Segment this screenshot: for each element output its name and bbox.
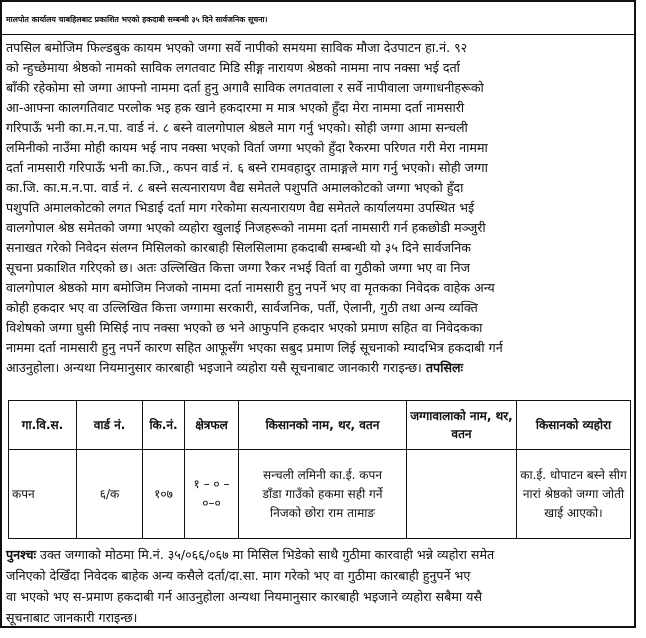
postscript-line: वा भएको भए स-प्रमाण हकदाबी गर्न आउनुहोला अन्यथा नियमानुसार कारबाही भइजाने व्यहोरा सबैमा यसै bbox=[6, 589, 482, 604]
body-line: को न्हुच्छेमाया श्रेष्ठको नामको साविक लगतवाट मिडि सीङ्ग नारायण श्रेष्ठको नाममा नाप नक्सा भई दर्ता bbox=[6, 60, 460, 75]
body-line: वालगोपाल श्रेष्ठको माग बमोजिम निजको नाममा दर्ता नामसारी हुनु नपर्ने भए वा मृतकका निवेदक वाहेक अन्य bbox=[6, 280, 495, 295]
header-gavisa: गा.वि.स. bbox=[9, 401, 77, 450]
cell-byahora bbox=[517, 450, 631, 539]
tapsil-label: तपसिलः bbox=[425, 360, 464, 375]
title-divider bbox=[2, 34, 634, 35]
body-line-last bbox=[6, 358, 463, 378]
area-line: १ – ० – bbox=[193, 477, 230, 491]
header-kisan: किसानको नाम, थर, वतन bbox=[239, 401, 407, 450]
notice-title: मालपोत कार्यालय चाबहिलबाट प्रकाशित भएको हकदाबी सम्बन्धी ३५ दिने सार्वजनिक सूचना। bbox=[6, 15, 268, 24]
header-jaggawala: जग्गावालाको नाम, थर, वतन bbox=[407, 401, 517, 450]
kisan-line: डाँडा गाउँको हकमा सही गर्ने bbox=[262, 486, 383, 501]
body-line: लमिनीको नाउँमा मोही कायम भई नाप नक्सा भएको विर्ता जग्गा भएको हुँदा रैकरमा परिणत गरी मेरा नाममा bbox=[6, 140, 488, 155]
byahora-line: खाई आएको। bbox=[544, 505, 603, 520]
cell-kisan bbox=[239, 450, 407, 539]
postscript-line-first bbox=[6, 545, 494, 565]
cell-area bbox=[185, 450, 239, 539]
postscript-label: पुनश्चः bbox=[6, 547, 37, 562]
body-line: बाँकी रहेकोमा सो जग्गा आफ्नो नाममा दर्ता हुनु अगावै साविक लगतवाला र सर्वे नापीवाला जग्गाधनीहरूको bbox=[6, 80, 484, 95]
body-line: सूचना प्रकाशित गरिएको छ। अतः उल्लिखित कित्ता जग्गा रैकर नभई विर्ता वा गुठीको जग्गा भए वा निज bbox=[6, 260, 471, 275]
notice-body bbox=[6, 38, 634, 388]
header-area: क्षेत्रफल bbox=[185, 401, 239, 450]
body-line: गरिपाऊँ भनी का.म.न.पा. वार्ड नं. ८ बस्ने वालगोपाल श्रेष्ठले माग गर्नु भएको। सोही जग्गा आमा सन्चली bbox=[6, 120, 468, 135]
postscript-line: सूचनाबाट जानकारी गराइन्छ। bbox=[6, 610, 138, 625]
area-line: ०–० bbox=[202, 496, 221, 510]
postscript-line: जनिएको देखिँदा निवेदक बाहेक अन्य कसैले दर्ता/दा.सा. माग गरेको भए वा गुठीमा कारबाही हुनुपर्ने भए bbox=[6, 568, 471, 583]
cell-kitta: १०७ bbox=[143, 450, 185, 539]
body-line: पशुपति अमालकोटको लगत भिडाई दर्ता माग गरेकोमा सत्यनारायण वैद्य समेतले कार्यालयमा उपस्थित भई bbox=[6, 200, 475, 215]
kisan-line: निजको छोरा राम तामाङ bbox=[269, 505, 376, 520]
byahora-line: का.ई. धोपाटन बस्ने सीग bbox=[520, 467, 627, 482]
cell-jaggawala bbox=[407, 450, 517, 539]
body-line: विशेषको जग्गा घुसी मिसिई नाप नक्सा भएको छ भने आफुपनि हकदार भएको प्रमाण सहित वा निवेदकका bbox=[6, 320, 483, 335]
header-byahora: किसानको व्यहोरा bbox=[517, 401, 631, 450]
postscript bbox=[6, 545, 634, 629]
body-line: कोही हकदार भए वा उल्लिखित कित्ता जग्गामा सरकारी, सार्वजनिक, पर्ती, ऐलानी, गुठी तथा अन्य व्यक्ति bbox=[6, 300, 478, 315]
table-row bbox=[9, 450, 631, 539]
header-ward: वार्ड नं. bbox=[77, 401, 143, 450]
kisan-line: सन्चली लमिनी का.ई. कपन bbox=[263, 467, 382, 482]
postscript-line: उक्त जग्गाको मोठमा मि.नं. ३५/०६६/०६७ मा मिसिल भिडेको साथै गुठीमा कारवाही भन्ने व्यहोरा समेत bbox=[36, 547, 495, 562]
body-line: नाममा दर्ता नामसारी हुनु नपर्ने कारण सहित आफूसँग भएका सबुद प्रमाण लिई सूचनाको म्यादभित्र हकदाबी गर्न bbox=[6, 340, 503, 355]
body-line: का.जि. का.म.न.पा. वार्ड नं. ८ बस्ने सत्यनारायण वैद्य समेतले पशुपति अमालकोटको जग्गा भएको हुँदा bbox=[6, 180, 464, 195]
byahora-line: नारां श्रेष्ठको जग्गा जोती bbox=[522, 486, 625, 501]
body-line: तपसिल बमोजिम फिल्डबुक कायम भएको जग्गा सर्वे नापीको समयमा साविक मौजा देउपाटन हा.नं. ९२ bbox=[6, 40, 468, 55]
land-details-table bbox=[8, 400, 631, 539]
table-header-row bbox=[9, 401, 631, 450]
header-kitta: कि.नं. bbox=[143, 401, 185, 450]
body-line: सनाखत गरेको निवेदन संलग्न मिसिलको कारबाही सिलसिलामा हकदाबी सम्बन्धी यो ३५ दिने सार्वजनिक bbox=[6, 240, 471, 255]
cell-gavisa: कपन bbox=[9, 450, 77, 539]
body-line: आउनुहोला। अन्यथा नियमानुसार कारबाही भइजाने व्यहोरा यसै सूचनाबाट जानकारी गराइन्छ। bbox=[6, 360, 422, 375]
body-line: आ-आफ्ना कालगतिवाट परलोक भइ हक खाने हकदारमा म मात्र भएको हुँदा मेरा नाममा दर्ता नामसारी bbox=[6, 100, 465, 115]
cell-ward: ६/क bbox=[77, 450, 143, 539]
body-line: वालगोपाल श्रेष्ठ समेतको जग्गा भएको व्यहोरा खुलाई निजहरूको नाममा दर्ता नामसारी गर्न हकछोडी मञ्जुरी bbox=[6, 220, 486, 235]
body-line: दर्ता नामसारी गरिपाऊँ भनी का.जि., कपन वार्ड नं. ६ बस्ने रामवहादुर तामाङ्गले माग गर्नु भएको। सोही जग्गा bbox=[6, 160, 488, 175]
